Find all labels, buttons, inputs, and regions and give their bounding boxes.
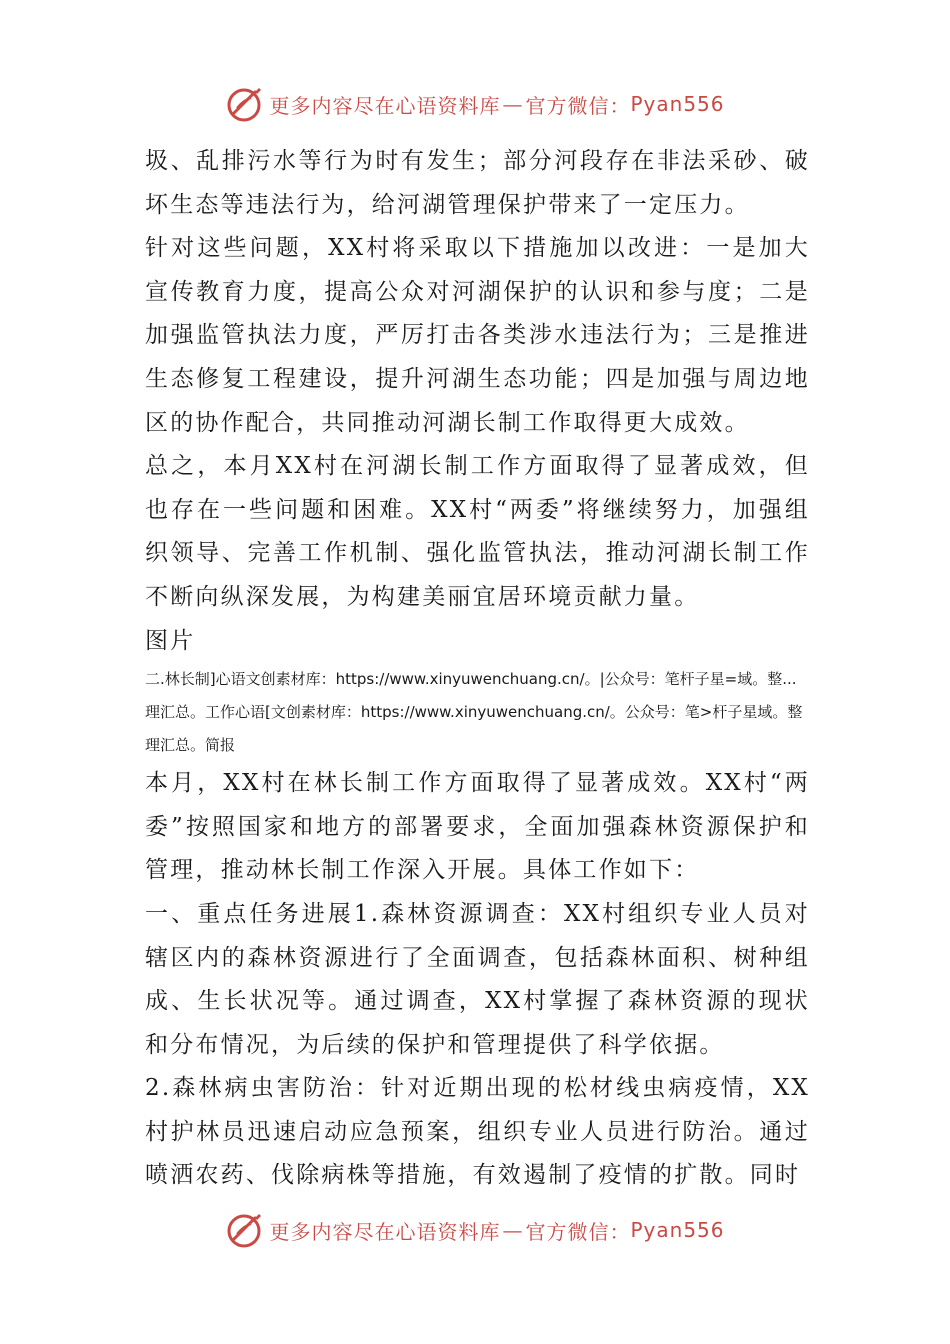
paragraph: 圾、乱排污水等行为时有发生；部分河段存在非法采砂、破坏生态等违法行为，给河湖管理保护带来了一定压力。 [145, 148, 810, 218]
pen-logo-icon [225, 84, 265, 124]
paragraph: 针对这些问题，XX村将采取以下措施加以改进：一是加大宣传教育力度，提高公众对河湖保护的认识和参与度；二是加强监管执法力度，严厉打击各类涉水违法行为；三是推进生态修复工程建设，提升河湖生态功能；四是加强与周边地区的协作配合，共同推动河湖长制工作取得更大成效。 [145, 235, 810, 436]
image-placeholder-label: 图片 [145, 627, 196, 654]
header-contact-label: 官方微信： [525, 93, 631, 118]
header-dash: — [502, 92, 524, 116]
header-contact-id: Pyan556 [630, 92, 725, 116]
paragraph: 2.森林病虫害防治：针对近期出现的松材线虫病疫情，XX村护林员迅速启动应急预案，组织专业人员进行防治。通过喷洒农药、伐除病株等措施，有效遏制了疫情的扩散。同时 [145, 1075, 810, 1189]
footer-dash: — [502, 1218, 524, 1242]
source-note: 二.林长制]心语文创素材库：https://www.xinyuwenchuang.cn/。|公众号：笔杆子星=域。整...理汇总。工作心语[文创素材库：https://www.xinyuwenchuang.cn/。公众号：笔>杆子星域。整理汇总。简报 [145, 670, 803, 755]
footer-contact-label: 官方微信： [525, 1219, 631, 1244]
footer-contact-id: Pyan556 [630, 1218, 725, 1242]
paragraph: 总之，本月XX村在河湖长制工作方面取得了显著成效，但也存在一些问题和困难。XX村“两委”将继续努力，加强组织领导、完善工作机制、强化监管执法，推动河湖长制工作不断向纵深发展，为构建美丽宜居环境贡献力量。 [145, 453, 810, 610]
paragraph: 一、重点任务进展1.森林资源调查：XX村组织专业人员对辖区内的森林资源进行了全面调查，包括森林面积、树种组成、生长状况等。通过调查，XX村掌握了森林资源的现状和分布情况，为后续的保护和管理提供了科学依据。 [145, 900, 810, 1058]
header-banner [0, 82, 950, 126]
header-brand: 更多内容尽在心语资料库 [269, 93, 501, 118]
footer-brand: 更多内容尽在心语资料库 [269, 1219, 501, 1244]
pen-logo-icon [225, 1210, 265, 1250]
footer-banner [0, 1208, 950, 1252]
paragraph: 本月，XX村在林长制工作方面取得了显著成效。XX村“两委”按照国家和地方的部署要求，全面加强森林资源保护和管理，推动林长制工作深入开展。具体工作如下： [145, 770, 810, 884]
document-body [145, 140, 810, 1198]
